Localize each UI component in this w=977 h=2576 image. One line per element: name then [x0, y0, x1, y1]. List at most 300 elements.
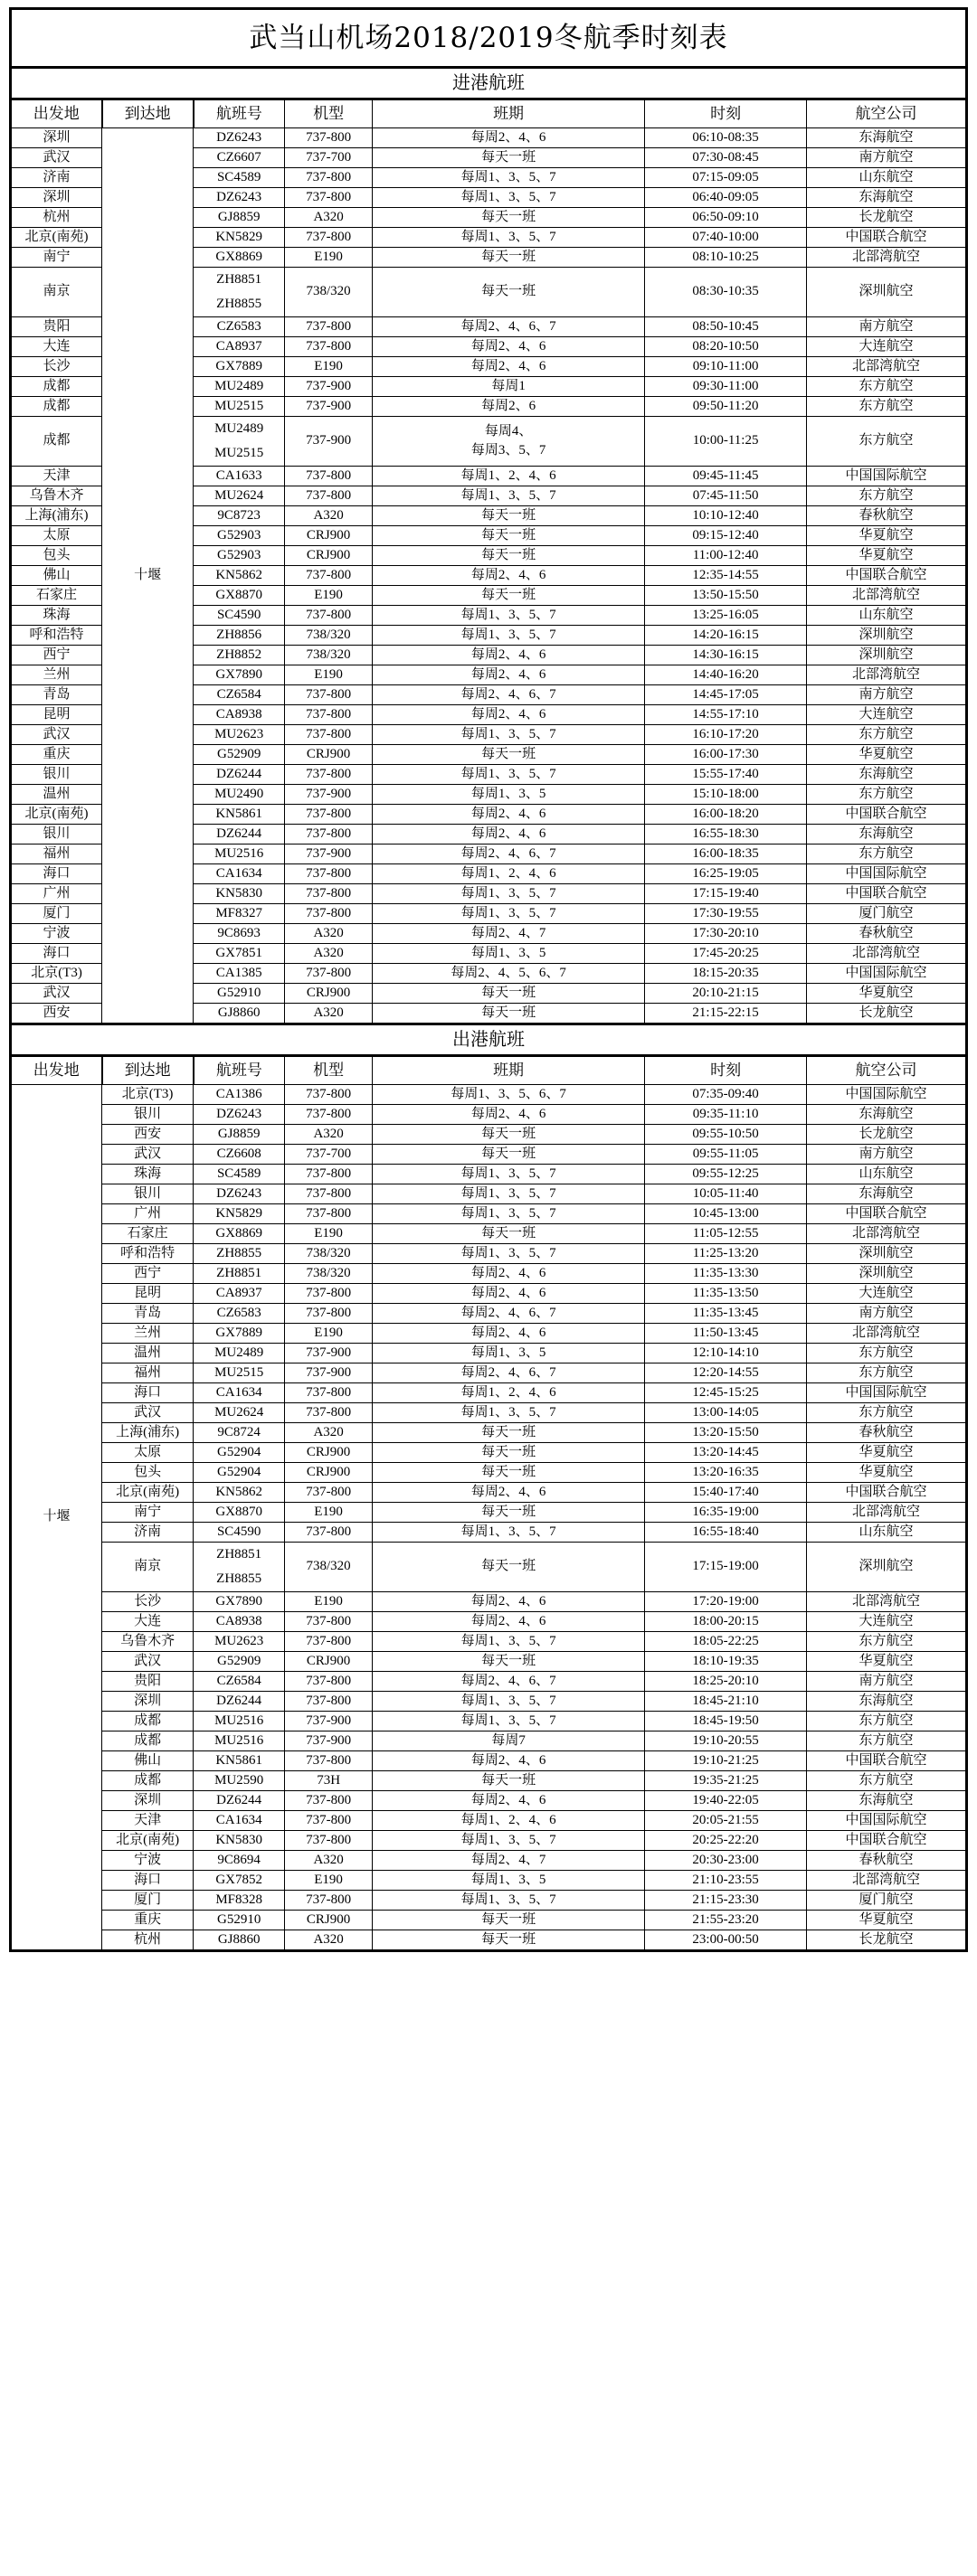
flight-number-cell: CA8938	[194, 705, 285, 725]
airline-cell: 东海航空	[807, 1692, 967, 1712]
aircraft-type-cell: CRJ900	[285, 984, 373, 1004]
flight-number-cell: GX8869	[194, 248, 285, 268]
schedule-days-cell: 每周2、4、6	[373, 357, 645, 377]
table-row	[11, 1363, 967, 1383]
flight-number-cell: GX7852	[194, 1871, 285, 1891]
table-row	[11, 1324, 967, 1344]
origin-cell: 南京	[11, 268, 102, 317]
schedule-days-cell: 每周2、4、6	[373, 1751, 645, 1771]
flight-number-cell: MU2489	[194, 377, 285, 397]
schedule-days-cell: 每周2、4、6、7	[373, 685, 645, 705]
schedule-days-cell: 每周2、6	[373, 397, 645, 417]
schedule-days-cell: 每周1、2、4、6	[373, 467, 645, 486]
aircraft-type-cell: 737-800	[285, 1612, 373, 1632]
table-row	[11, 1085, 967, 1105]
aircraft-type-cell: E190	[285, 248, 373, 268]
table-row	[11, 1344, 967, 1363]
origin-cell: 重庆	[11, 745, 102, 765]
airline-cell: 北部湾航空	[807, 1503, 967, 1523]
airline-cell: 北部湾航空	[807, 1592, 967, 1612]
airline-cell: 东海航空	[807, 1105, 967, 1125]
airline-cell: 中国联合航空	[807, 805, 967, 825]
schedule-days-cell: 每周1	[373, 377, 645, 397]
flight-number-cell: DZ6244	[194, 1791, 285, 1811]
table-row	[11, 1184, 967, 1204]
airline-cell: 中国国际航空	[807, 964, 967, 984]
table-row	[11, 1712, 967, 1731]
aircraft-type-cell: 737-800	[285, 566, 373, 586]
time-cell: 21:10-23:55	[645, 1871, 807, 1891]
schedule-days-cell: 每周2、4、5、6、7	[373, 964, 645, 984]
table-row	[11, 1483, 967, 1503]
schedule-days-cell: 每周2、4、6	[373, 665, 645, 685]
time-cell: 11:05-12:55	[645, 1224, 807, 1244]
table-row	[11, 1224, 967, 1244]
aircraft-type-cell: 737-800	[285, 467, 373, 486]
schedule-days-cell: 每周1、3、5、7	[373, 1831, 645, 1851]
aircraft-type-cell: 737-800	[285, 825, 373, 845]
aircraft-type-cell: E190	[285, 1324, 373, 1344]
time-cell: 14:45-17:05	[645, 685, 807, 705]
time-cell: 16:00-18:20	[645, 805, 807, 825]
aircraft-type-cell: 737-800	[285, 1383, 373, 1403]
schedule-days-cell: 每周1、3、5、7	[373, 1692, 645, 1712]
time-cell: 12:35-14:55	[645, 566, 807, 586]
destination-cell: 太原	[102, 1443, 194, 1463]
aircraft-type-cell: 737-900	[285, 377, 373, 397]
airline-cell: 中国国际航空	[807, 864, 967, 884]
origin-cell: 济南	[11, 168, 102, 188]
schedule-days-cell: 每天一班	[373, 1423, 645, 1443]
aircraft-type-cell: CRJ900	[285, 745, 373, 765]
airline-cell: 中国国际航空	[807, 1383, 967, 1403]
aircraft-type-cell: 737-800	[285, 805, 373, 825]
time-cell: 17:15-19:40	[645, 884, 807, 904]
flight-number-cell: CA8938	[194, 1612, 285, 1632]
time-cell: 21:15-23:30	[645, 1891, 807, 1911]
aircraft-type-cell: 73H	[285, 1771, 373, 1791]
schedule-days-cell: 每周1、3、5、7	[373, 168, 645, 188]
time-cell: 20:10-21:15	[645, 984, 807, 1004]
airline-cell: 中国联合航空	[807, 1751, 967, 1771]
airline-cell: 北部湾航空	[807, 357, 967, 377]
destination-cell: 成都	[102, 1771, 194, 1791]
aircraft-type-cell: E190	[285, 1503, 373, 1523]
flight-number-cell: CZ6584	[194, 685, 285, 705]
destination-cell: 武汉	[102, 1145, 194, 1165]
time-cell: 14:55-17:10	[645, 705, 807, 725]
aircraft-type-cell: 737-800	[285, 705, 373, 725]
airline-cell: 中国联合航空	[807, 228, 967, 248]
aircraft-type-cell: 737-800	[285, 1811, 373, 1831]
destination-cell: 长沙	[102, 1592, 194, 1612]
flight-number-cell: CA1634	[194, 864, 285, 884]
flight-number-cell: GX7889	[194, 357, 285, 377]
table-row	[11, 1592, 967, 1612]
airline-cell: 东方航空	[807, 1731, 967, 1751]
schedule-days-cell: 每周1、3、5、7	[373, 1632, 645, 1652]
aircraft-type-cell: E190	[285, 1871, 373, 1891]
time-cell: 17:20-19:00	[645, 1592, 807, 1612]
flight-number-cell: CZ6607	[194, 148, 285, 168]
time-cell: 13:20-14:45	[645, 1443, 807, 1463]
origin-cell: 成都	[11, 417, 102, 467]
flight-number-cell: KN5861	[194, 1751, 285, 1771]
destination-cell: 南宁	[102, 1503, 194, 1523]
time-cell: 06:40-09:05	[645, 188, 807, 208]
table-row	[11, 1165, 967, 1184]
destination-cell: 武汉	[102, 1403, 194, 1423]
flight-number-cell: G52903	[194, 546, 285, 566]
time-cell: 09:15-12:40	[645, 526, 807, 546]
flight-number-cell: KN5862	[194, 566, 285, 586]
aircraft-type-cell: 738/320	[285, 626, 373, 646]
flight-number-cell: GX8869	[194, 1224, 285, 1244]
schedule-days-cell: 每周2、4、6、7	[373, 1363, 645, 1383]
origin-cell: 福州	[11, 845, 102, 864]
time-cell: 14:30-16:15	[645, 646, 807, 665]
time-cell: 09:10-11:00	[645, 357, 807, 377]
aircraft-type-cell: 737-900	[285, 1344, 373, 1363]
schedule-days-cell: 每天一班	[373, 208, 645, 228]
table-row	[11, 1891, 967, 1911]
time-cell: 14:20-16:15	[645, 626, 807, 646]
airline-cell: 中国联合航空	[807, 1831, 967, 1851]
origin-cell: 石家庄	[11, 586, 102, 606]
column-header-4: 班期	[373, 1056, 645, 1085]
aircraft-type-cell: 737-800	[285, 1284, 373, 1304]
aircraft-type-cell: CRJ900	[285, 546, 373, 566]
schedule-days-cell: 每周1、3、5	[373, 785, 645, 805]
airline-cell: 华夏航空	[807, 1911, 967, 1930]
airline-cell: 中国联合航空	[807, 1483, 967, 1503]
time-cell: 08:20-10:50	[645, 337, 807, 357]
airline-cell: 长龙航空	[807, 1125, 967, 1145]
aircraft-type-cell: 737-800	[285, 1692, 373, 1712]
aircraft-type-cell: 737-900	[285, 845, 373, 864]
destination-cell: 北京(南苑)	[102, 1483, 194, 1503]
time-cell: 18:15-20:35	[645, 964, 807, 984]
schedule-days-cell: 每天一班	[373, 1145, 645, 1165]
section-heading-arrivals: 进港航班	[11, 68, 967, 99]
flight-number-cell: CA1386	[194, 1085, 285, 1105]
destination-cell: 重庆	[102, 1911, 194, 1930]
time-cell: 13:20-15:50	[645, 1423, 807, 1443]
aircraft-type-cell: 737-800	[285, 1403, 373, 1423]
table-row	[11, 1105, 967, 1125]
schedule-days-cell: 每周1、3、5	[373, 1344, 645, 1363]
table-row	[11, 1930, 967, 1951]
time-cell: 07:45-11:50	[645, 486, 807, 506]
table-row	[11, 1652, 967, 1672]
aircraft-type-cell: 738/320	[285, 1543, 373, 1592]
aircraft-type-cell: 737-900	[285, 1731, 373, 1751]
flight-number-cell: GX7890	[194, 1592, 285, 1612]
time-cell: 11:50-13:45	[645, 1324, 807, 1344]
flight-number-cell: MU2515	[194, 397, 285, 417]
aircraft-type-cell: 737-800	[285, 765, 373, 785]
flight-number-cell: G52904	[194, 1443, 285, 1463]
table-row	[11, 1632, 967, 1652]
flight-number-cell: DZ6244	[194, 765, 285, 785]
table-row	[11, 1383, 967, 1403]
flight-number-cell: MU2516	[194, 1712, 285, 1731]
flight-number-cell: ZH8851	[194, 1264, 285, 1284]
flight-number-cell: G52904	[194, 1463, 285, 1483]
destination-cell: 杭州	[102, 1930, 194, 1951]
schedule-days-cell: 每周2、4、7	[373, 924, 645, 944]
aircraft-type-cell: E190	[285, 665, 373, 685]
table-row	[11, 1692, 967, 1712]
airline-cell: 山东航空	[807, 606, 967, 626]
airline-cell: 东海航空	[807, 188, 967, 208]
airline-cell: 大连航空	[807, 1284, 967, 1304]
time-cell: 13:50-15:50	[645, 586, 807, 606]
flight-number-primary: ZH8851	[216, 272, 262, 287]
schedule-days-cell: 每周1、3、5、7	[373, 1891, 645, 1911]
aircraft-type-cell: 737-800	[285, 1672, 373, 1692]
table-row	[11, 1731, 967, 1751]
schedule-days-cell: 每天一班	[373, 586, 645, 606]
time-cell: 12:45-15:25	[645, 1383, 807, 1403]
airline-cell: 华夏航空	[807, 546, 967, 566]
aircraft-type-cell: A320	[285, 1004, 373, 1024]
destination-cell: 济南	[102, 1523, 194, 1543]
time-cell: 15:55-17:40	[645, 765, 807, 785]
time-cell: 13:00-14:05	[645, 1403, 807, 1423]
airline-cell: 大连航空	[807, 705, 967, 725]
flight-number-cell	[194, 1543, 285, 1592]
table-row	[11, 1871, 967, 1891]
destination-cell: 武汉	[102, 1652, 194, 1672]
schedule-days-cell: 每周1、3、5、7	[373, 1712, 645, 1731]
flight-number-cell: KN5829	[194, 1204, 285, 1224]
time-cell: 18:00-20:15	[645, 1612, 807, 1632]
schedule-days-cell: 每周2、4、6	[373, 1324, 645, 1344]
airline-cell: 春秋航空	[807, 1423, 967, 1443]
schedule-days-cell: 每周2、4、6	[373, 1284, 645, 1304]
destination-cell: 银川	[102, 1184, 194, 1204]
airline-cell: 深圳航空	[807, 1244, 967, 1264]
schedule-days-cell: 每周2、4、6、7	[373, 1304, 645, 1324]
flight-number-cell: MU2623	[194, 1632, 285, 1652]
flight-number-cell: CZ6583	[194, 317, 285, 337]
section-heading-departures: 出港航班	[11, 1024, 967, 1056]
table-row	[11, 1145, 967, 1165]
time-cell: 12:10-14:10	[645, 1344, 807, 1363]
airline-cell: 东方航空	[807, 1712, 967, 1731]
aircraft-type-cell: 737-800	[285, 1831, 373, 1851]
time-cell: 11:35-13:50	[645, 1284, 807, 1304]
time-cell: 13:25-16:05	[645, 606, 807, 626]
table-row	[11, 1403, 967, 1423]
airline-cell: 北部湾航空	[807, 248, 967, 268]
aircraft-type-cell: 737-800	[285, 1632, 373, 1652]
flight-number-cell: MU2516	[194, 845, 285, 864]
origin-cell: 昆明	[11, 705, 102, 725]
airline-cell: 东海航空	[807, 1184, 967, 1204]
airline-cell: 华夏航空	[807, 1443, 967, 1463]
aircraft-type-cell: A320	[285, 506, 373, 526]
origin-cell: 北京(T3)	[11, 964, 102, 984]
flight-schedule-table	[9, 7, 968, 1952]
time-cell: 17:15-19:00	[645, 1543, 807, 1592]
origin-cell: 杭州	[11, 208, 102, 228]
table-row	[11, 1244, 967, 1264]
airline-cell: 南方航空	[807, 148, 967, 168]
flight-number-cell: G52910	[194, 1911, 285, 1930]
airline-cell: 北部湾航空	[807, 586, 967, 606]
airline-cell: 深圳航空	[807, 626, 967, 646]
aircraft-type-cell: 737-800	[285, 904, 373, 924]
airline-cell: 华夏航空	[807, 1463, 967, 1483]
time-cell: 10:45-13:00	[645, 1204, 807, 1224]
aircraft-type-cell: 737-800	[285, 1891, 373, 1911]
aircraft-type-cell: 737-800	[285, 1204, 373, 1224]
table-row	[11, 1503, 967, 1523]
destination-cell: 广州	[102, 1204, 194, 1224]
aircraft-type-cell: A320	[285, 944, 373, 964]
time-cell: 16:25-19:05	[645, 864, 807, 884]
column-header-3: 机型	[285, 1056, 373, 1085]
time-cell: 18:25-20:10	[645, 1672, 807, 1692]
schedule-days-cell: 每周2、4、6	[373, 825, 645, 845]
airline-cell: 山东航空	[807, 1165, 967, 1184]
destination-cell: 银川	[102, 1105, 194, 1125]
time-cell: 09:50-11:20	[645, 397, 807, 417]
airline-cell: 中国联合航空	[807, 884, 967, 904]
flight-number-cell	[194, 417, 285, 467]
table-row	[11, 1771, 967, 1791]
airline-cell: 春秋航空	[807, 506, 967, 526]
airline-cell: 春秋航空	[807, 1851, 967, 1871]
schedule-days-cell: 每周2、4、6	[373, 1592, 645, 1612]
origin-cell: 长沙	[11, 357, 102, 377]
airline-cell: 中国国际航空	[807, 1085, 967, 1105]
schedule-days-cell: 每天一班	[373, 1125, 645, 1145]
time-cell: 10:10-12:40	[645, 506, 807, 526]
origin-cell: 佛山	[11, 566, 102, 586]
airline-cell: 北部湾航空	[807, 944, 967, 964]
flight-number-cell: KN5862	[194, 1483, 285, 1503]
schedule-days-cell: 每周1、3、5、7	[373, 626, 645, 646]
schedule-days-cell: 每周2、4、6	[373, 1483, 645, 1503]
airline-cell: 东海航空	[807, 765, 967, 785]
airline-cell: 深圳航空	[807, 1543, 967, 1592]
aircraft-type-cell: 737-900	[285, 1363, 373, 1383]
airline-cell: 长龙航空	[807, 1930, 967, 1951]
time-cell: 16:35-19:00	[645, 1503, 807, 1523]
page-title: 武当山机场2018/2019冬航季时刻表	[11, 9, 967, 68]
column-header-5: 时刻	[645, 99, 807, 128]
schedule-days-cell: 每天一班	[373, 1443, 645, 1463]
time-cell: 19:10-21:25	[645, 1751, 807, 1771]
time-cell: 20:05-21:55	[645, 1811, 807, 1831]
flight-number-primary: ZH8851	[216, 1547, 262, 1562]
origin-cell: 上海(浦东)	[11, 506, 102, 526]
destination-cell: 温州	[102, 1344, 194, 1363]
flight-number-cell: CA1385	[194, 964, 285, 984]
destination-cell: 包头	[102, 1463, 194, 1483]
column-header-2: 航班号	[194, 1056, 285, 1085]
airline-cell: 华夏航空	[807, 745, 967, 765]
aircraft-type-cell: CRJ900	[285, 1443, 373, 1463]
table-row	[11, 1791, 967, 1811]
origin-cell: 银川	[11, 765, 102, 785]
flight-number-cell: DZ6244	[194, 825, 285, 845]
aircraft-type-cell: E190	[285, 1224, 373, 1244]
schedule-days-cell: 每天一班	[373, 745, 645, 765]
table-row	[11, 1612, 967, 1632]
airline-cell: 山东航空	[807, 168, 967, 188]
aircraft-type-cell: A320	[285, 1930, 373, 1951]
time-cell: 11:35-13:30	[645, 1264, 807, 1284]
aircraft-type-cell: 737-900	[285, 397, 373, 417]
table-row	[11, 1204, 967, 1224]
aircraft-type-cell: A320	[285, 924, 373, 944]
airline-cell: 春秋航空	[807, 924, 967, 944]
flight-number-cell: MU2489	[194, 1344, 285, 1363]
airline-cell: 北部湾航空	[807, 1871, 967, 1891]
flight-number-cell: CA1633	[194, 467, 285, 486]
origin-cell: 深圳	[11, 128, 102, 148]
destination-cell: 成都	[102, 1712, 194, 1731]
aircraft-type-cell: 737-800	[285, 1105, 373, 1125]
destination-cell: 青岛	[102, 1304, 194, 1324]
destination-cell: 成都	[102, 1731, 194, 1751]
destination-cell: 贵阳	[102, 1672, 194, 1692]
aircraft-type-cell: 737-800	[285, 1483, 373, 1503]
schedule-days-cell: 每周1、3、5、7	[373, 765, 645, 785]
aircraft-type-cell: 737-900	[285, 417, 373, 467]
aircraft-type-cell: A320	[285, 1851, 373, 1871]
origin-cell: 南宁	[11, 248, 102, 268]
aircraft-type-cell: 737-800	[285, 1184, 373, 1204]
origin-cell: 兰州	[11, 665, 102, 685]
schedule-days-cell: 每周1、3、5、7	[373, 1165, 645, 1184]
schedule-days-cell: 每天一班	[373, 1503, 645, 1523]
time-cell: 18:10-19:35	[645, 1652, 807, 1672]
airline-cell: 南方航空	[807, 1672, 967, 1692]
aircraft-type-cell: 737-800	[285, 964, 373, 984]
schedule-days-secondary: 每周3、5、7	[470, 443, 546, 458]
flight-number-cell: GX7851	[194, 944, 285, 964]
flight-number-cell: CZ6584	[194, 1672, 285, 1692]
aircraft-type-cell: 737-800	[285, 864, 373, 884]
time-cell: 15:10-18:00	[645, 785, 807, 805]
schedule-days-cell: 每周2、4、6、7	[373, 1672, 645, 1692]
flight-number-cell: G52903	[194, 526, 285, 546]
origin-cell: 太原	[11, 526, 102, 546]
schedule-days-cell: 每周1、3、5、7	[373, 1403, 645, 1423]
destination-cell: 海口	[102, 1383, 194, 1403]
schedule-days-cell: 每周2、4、6	[373, 805, 645, 825]
time-cell: 18:45-19:50	[645, 1712, 807, 1731]
origin-cell: 武汉	[11, 725, 102, 745]
aircraft-type-cell: 737-800	[285, 685, 373, 705]
time-cell: 21:55-23:20	[645, 1911, 807, 1930]
time-cell: 17:45-20:25	[645, 944, 807, 964]
airline-cell: 东方航空	[807, 486, 967, 506]
destination-cell: 佛山	[102, 1751, 194, 1771]
destination-cell: 厦门	[102, 1891, 194, 1911]
time-cell: 19:10-20:55	[645, 1731, 807, 1751]
flight-number-cell: MU2516	[194, 1731, 285, 1751]
time-cell: 19:40-22:05	[645, 1791, 807, 1811]
time-cell: 10:05-11:40	[645, 1184, 807, 1204]
schedule-days-cell: 每天一班	[373, 1911, 645, 1930]
schedule-days-cell: 每周1、3、5	[373, 1871, 645, 1891]
